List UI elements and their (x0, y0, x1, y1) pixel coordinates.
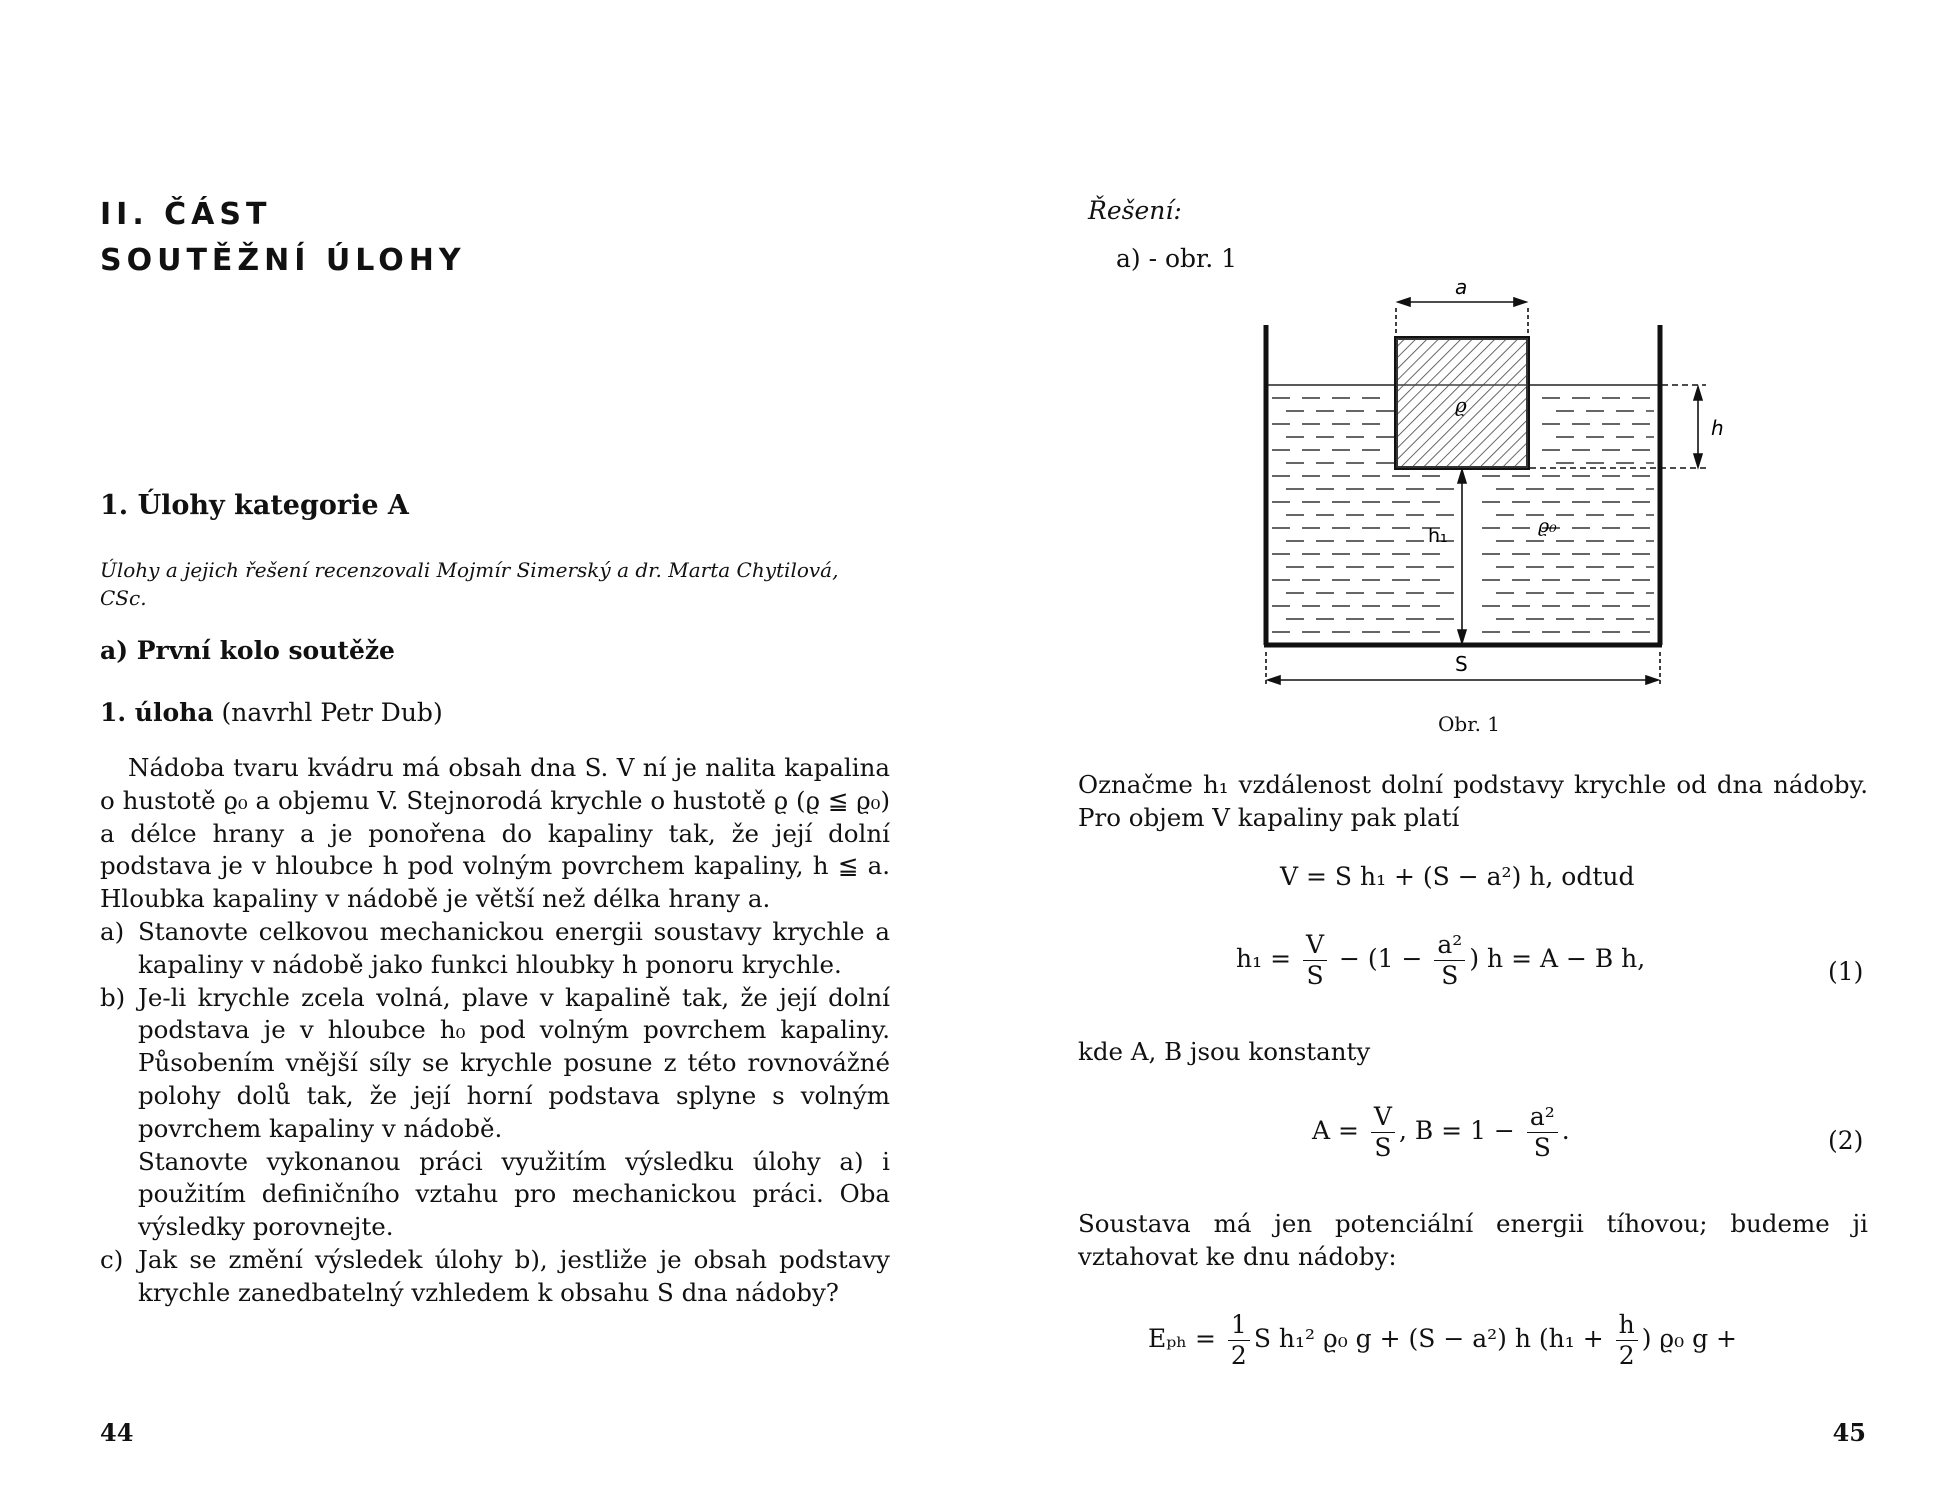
eq3-num1: 1 (1228, 1310, 1250, 1341)
page-number-left: 44 (100, 1418, 134, 1447)
part-heading-line1: II. ČÁST (100, 197, 272, 232)
eq3-den1: 2 (1230, 1341, 1247, 1370)
eq2-num1: V (1371, 1102, 1395, 1133)
paragraph-define-h1: Označme h₁ vzdálenost dolní podstavy krychle od dna nádoby. Pro objem V kapaliny pak platí (1078, 770, 1868, 832)
round-title: a) První kolo soutěže (100, 636, 395, 665)
eq3-fraction-2 (1616, 1310, 1638, 1371)
equation-3 (1148, 1310, 1737, 1371)
item-c-label: c) (100, 1244, 124, 1274)
equation-2-number: (2) (1828, 1126, 1864, 1155)
problem-item-b (100, 982, 890, 1146)
eq3-mid: S h₁² ϱ₀ g + (S − a²) h (h₁ + (1253, 1324, 1604, 1353)
figure-reference: a) - obr. 1 (1116, 244, 1238, 273)
right-page (978, 0, 1956, 1500)
eq1-mid: − (1 − (1331, 944, 1431, 973)
label-rho0: ϱ₀ (1538, 515, 1557, 537)
equation-volume: V = S h₁ + (S − a²) h, odtud (1280, 862, 1635, 891)
item-b-continuation: Stanovte vykonanou práci využitím výsledku úlohy a) i použitím definičního vztahu pro mechanickou práci. Oba výsledky porovnejte. (138, 1146, 890, 1242)
solution-label: Řešení: (1088, 196, 1182, 225)
eq1-fraction-2 (1434, 930, 1465, 991)
eq2-fraction-2 (1527, 1102, 1558, 1163)
eq2-a: A = (1312, 1116, 1359, 1145)
problem-statement (100, 752, 890, 1310)
eq3-num2: h (1616, 1310, 1638, 1341)
label-S: S (1455, 652, 1468, 676)
equation-1-number: (1) (1828, 957, 1864, 986)
eq2-end: . (1561, 1116, 1570, 1145)
section-title: 1. Úlohy kategorie A (100, 490, 409, 521)
eq1-rhs: ) h = A − B h, (1469, 944, 1646, 973)
eq1-den2: S (1441, 961, 1459, 990)
task-number: 1. úloha (100, 698, 214, 727)
dimension-a (1396, 298, 1528, 338)
problem-item-c (100, 1244, 890, 1310)
page-number-right: 45 (1832, 1418, 1866, 1447)
equation-1 (1236, 930, 1645, 991)
paragraph-energy: Soustava má jen potenciální energii tíhovou; budeme ji vztahovat ke dnu nádoby: (1078, 1209, 1868, 1271)
problem-item-a (100, 916, 890, 982)
eq2-b: , B = 1 − (1398, 1116, 1515, 1145)
eq1-den1: S (1306, 961, 1324, 990)
eq3-lhs: Eₚₕ = (1148, 1324, 1216, 1353)
label-rho: ϱ (1455, 393, 1467, 417)
task-author: (navrhl Petr Dub) (213, 698, 443, 727)
figure-1-diagram (1248, 280, 1728, 700)
eq2-fraction-1 (1371, 1102, 1395, 1163)
label-h1: h₁ (1428, 525, 1448, 547)
item-c-text: Jak se změní výsledek úlohy b), jestliže je obsah podstavy krychle zanedbatelný vzhledem k obsahu S dna nádoby? (138, 1244, 890, 1307)
eq3-fraction-1 (1228, 1310, 1250, 1371)
item-a-text: Stanovte celkovou mechanickou energii soustavy krychle a kapaliny v nádobě jako funkci hloubky h ponoru krychle. (138, 916, 890, 979)
eq2-den1: S (1374, 1133, 1392, 1162)
part-heading (100, 192, 466, 284)
dimension-h1 (1458, 470, 1466, 643)
eq3-den2: 2 (1618, 1341, 1635, 1370)
figure-caption: Obr. 1 (1438, 712, 1501, 736)
reviewers-note: Úlohy a jejich řešení recenzovali Mojmír Simerský a dr. Marta Chytilová, CSc. (100, 558, 839, 610)
item-a-label: a) (100, 916, 125, 946)
part-heading-line2: SOUTĚŽNÍ ÚLOHY (100, 243, 466, 278)
eq2-den2: S (1533, 1133, 1551, 1162)
equation-2 (1312, 1102, 1570, 1163)
eq3-end: ) ϱ₀ g + (1641, 1324, 1737, 1353)
item-b-text: Je-li krychle zcela volná, plave v kapalině tak, že její dolní podstava je v hloubce h₀ pod volným povrchem kapaliny. Působením vnější síly se krychle posune z této rovnovážné polohy dolů tak, že její horní podstava splyne s volným povrchem kapaliny v nádobě. (138, 982, 890, 1143)
paragraph-constants: kde A, B jsou konstanty (1078, 1037, 1371, 1066)
task-title (100, 698, 443, 727)
label-h: h (1711, 416, 1724, 440)
label-a: a (1455, 280, 1468, 299)
problem-intro: Nádoba tvaru kvádru má obsah dna S. V ní je nalita kapalina o hustotě ϱ₀ a objemu V. Stejnorodá krychle o hustotě ϱ (ϱ ≦ ϱ₀) a délce hrany a je ponořena do kapaliny tak, že její dolní podstava je v hloubce h pod volným povrchem kapaliny, h ≦ a. Hloubka kapaliny v nádobě je větší než délka hrany a. (100, 753, 890, 914)
eq2-num2: a² (1527, 1102, 1558, 1133)
eq1-fraction-1 (1303, 930, 1327, 991)
item-b-label: b) (100, 982, 126, 1012)
eq1-lhs: h₁ = (1236, 944, 1292, 973)
eq1-num2: a² (1434, 930, 1465, 961)
eq1-num1: V (1303, 930, 1327, 961)
